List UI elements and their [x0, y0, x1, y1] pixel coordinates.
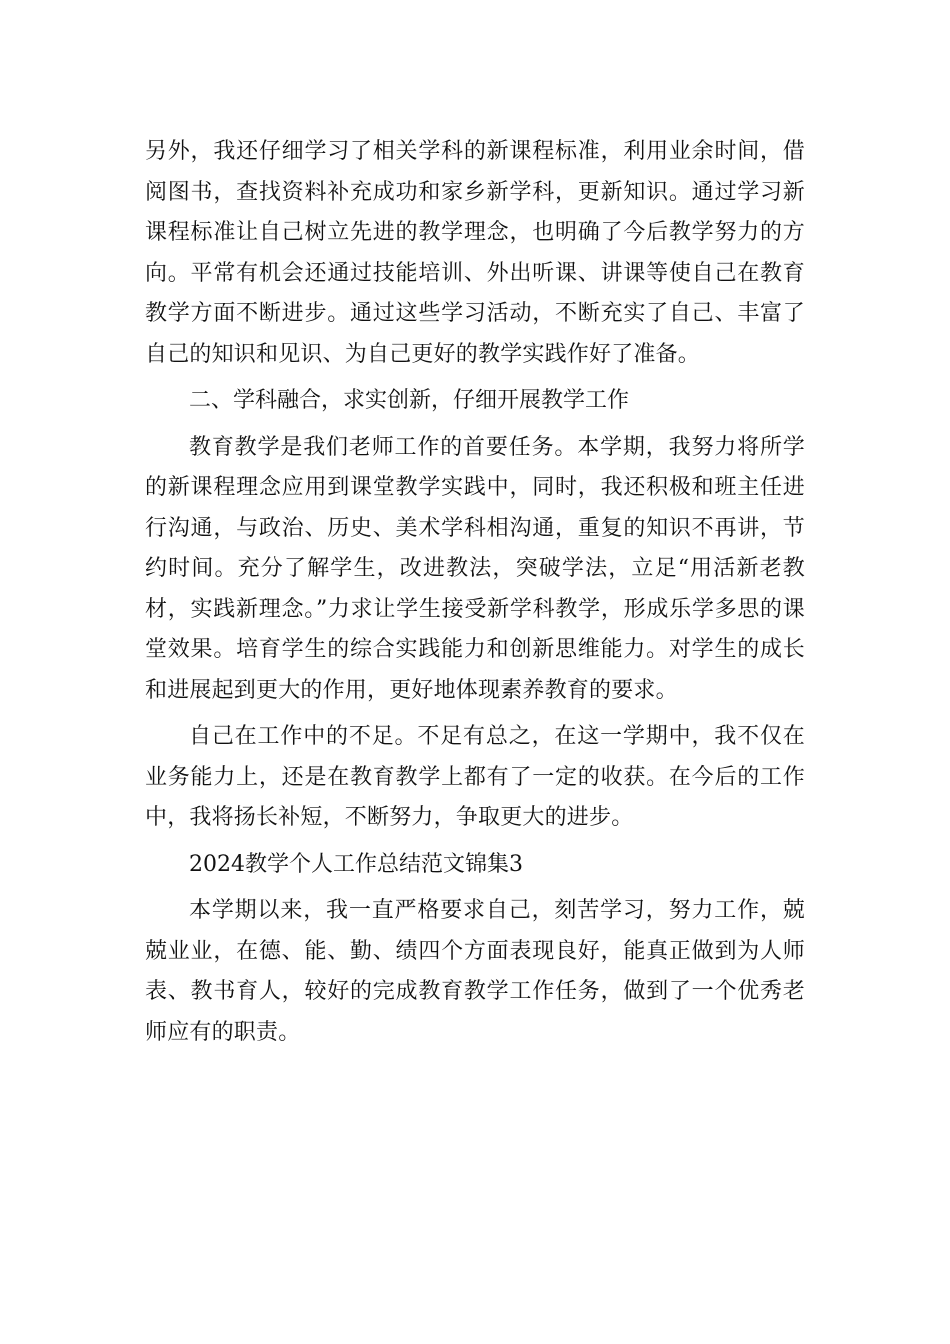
- paragraph-teaching-work: 教育教学是我们老师工作的首要任务。本学期，我努力将所学的新课程理念应用到课堂教学实践中，同时，我还积极和班主任进行沟通，与政治、历史、美术学科相沟通，重复的知识不再讲，节约时间。充分了解学生，改进教法，突破学法，立足“用活新老教材，实践新理念。”力求让学生接受新学科教学，形成乐学多思的课堂效果。培育学生的综合实践能力和创新思维能力。对学生的成长和进展起到更大的作用，更好地体现素养教育的要求。: [145, 434, 805, 703]
- section-heading-discipline-integration: 二、学科融合，求实创新，仔细开展教学工作: [189, 388, 630, 413]
- paragraph-study-standards: 另外，我还仔细学习了相关学科的新课程标准，利用业余时间，借阅图书，查找资料补充成功和家乡新学科，更新知识。通过学习新课程标准让自己树立先进的教学理念，也明确了今后教学努力的方向。平常有机会还通过技能培训、外出听课、讲课等使自己在教育教学方面不断进步。通过这些学习活动，不断充实了自己、丰富了自己的知识和见识、为自己更好的教学实践作好了准备。: [145, 139, 805, 367]
- paragraph-shortcomings: 自己在工作中的不足。不足有总之，在这一学期中，我不仅在业务能力上，还是在教育教学上都有了一定的收获。在今后的工作中，我将扬长补短，不断努力，争取更大的进步。: [145, 724, 805, 830]
- document-body: [145, 132, 805, 1053]
- section-heading-summary-3: 2024教学个人工作总结范文锦集3: [189, 851, 523, 877]
- paragraph-semester-overview: 本学期以来，我一直严格要求自己，刻苦学习，努力工作，兢兢业业，在德、能、勤、绩四个方面表现良好，能真正做到为人师表、教书育人，较好的完成教育教学工作任务，做到了一个优秀老师应有的职责。: [145, 898, 805, 1045]
